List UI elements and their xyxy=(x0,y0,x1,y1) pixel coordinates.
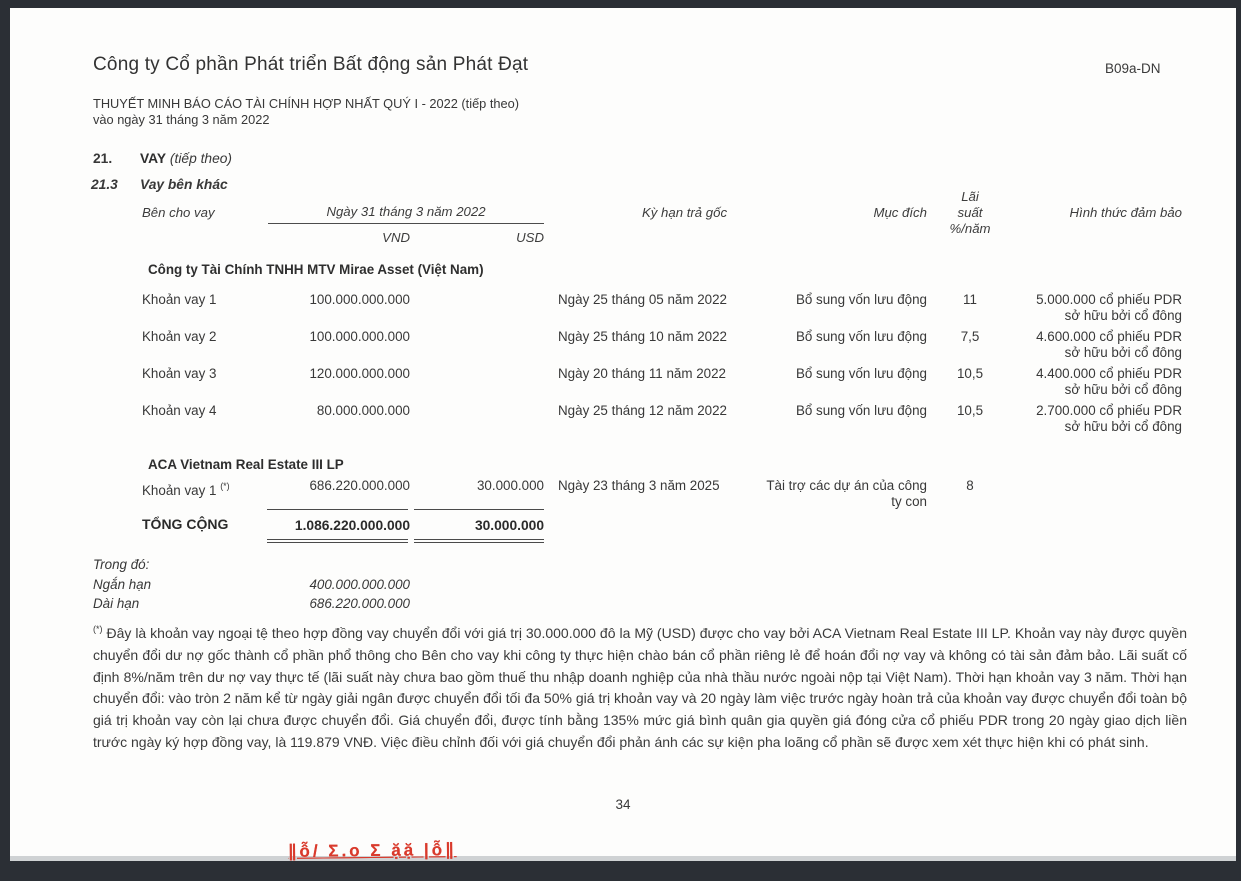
loan-collateral-line1: 2.700.000 cổ phiếu PDR xyxy=(1036,403,1182,418)
loan-label: Khoản vay 4 xyxy=(142,403,217,418)
loan-collateral xyxy=(1012,403,1182,435)
loan-purpose: Bổ sung vốn lưu động xyxy=(795,366,927,381)
loan-rate: 10,5 xyxy=(956,366,984,381)
section-title: VAY xyxy=(140,151,167,166)
document-page xyxy=(10,8,1236,861)
loan-rate: 11 xyxy=(963,292,977,307)
col-header-rate-line1: Lãi xyxy=(961,189,979,204)
loan-term: Ngày 25 tháng 12 năm 2022 xyxy=(558,403,727,418)
footnote-marker-ref: (*) xyxy=(220,481,230,491)
loan-purpose: Bổ sung vốn lưu động xyxy=(795,292,927,307)
loan-collateral xyxy=(1012,329,1182,361)
loan-term: Ngày 23 tháng 3 năm 2025 xyxy=(558,478,720,493)
loan-amount-usd: 30.000.000 xyxy=(476,478,544,493)
loan-purpose xyxy=(740,478,927,510)
loan-term: Ngày 25 tháng 05 năm 2022 xyxy=(558,292,727,307)
loan-purpose: Bổ sung vốn lưu động xyxy=(795,329,927,344)
long-term-amount: 686.220.000.000 xyxy=(309,596,410,611)
loan-collateral-line2: sở hữu bởi cổ đông xyxy=(1064,345,1182,360)
total-amount-vnd: 1.086.220.000.000 xyxy=(294,518,410,533)
loan-term: Ngày 20 tháng 11 năm 2022 xyxy=(558,366,727,381)
loan-purpose: Bổ sung vốn lưu động xyxy=(795,403,927,418)
total-label: TỔNG CỘNG xyxy=(142,516,229,532)
footnote-paragraph xyxy=(93,619,1187,754)
loan-label: Khoản vay 2 xyxy=(142,329,217,344)
short-term-amount: 400.000.000.000 xyxy=(309,577,410,592)
loan-collateral xyxy=(1012,366,1182,398)
form-code: B09a-DN xyxy=(1105,61,1161,76)
loan-collateral-line1: 5.000.000 cổ phiếu PDR xyxy=(1036,292,1182,307)
col-header-vnd: VND xyxy=(382,230,410,245)
total-rule-bottom-vnd xyxy=(267,539,408,543)
loan-collateral-line2: sở hữu bởi cổ đông xyxy=(1064,419,1182,434)
loan-collateral-line1: 4.600.000 cổ phiếu PDR xyxy=(1036,329,1182,344)
total-amount-usd: 30.000.000 xyxy=(474,518,544,533)
subsection-number: 21.3 xyxy=(91,177,118,192)
company-name: Công ty Cổ phần Phát triển Bất động sản Phát Đạt xyxy=(93,54,529,75)
col-header-purpose: Mục đích xyxy=(873,205,927,220)
footnote-text: Đây là khoản vay ngoại tệ theo hợp đồng vay chuyển đổi với giá trị 30.000.000 đô la Mỹ (USD) được cho vay bởi ACA Vietnam Real Estate III LP. Khoản vay này được quyền chuyển đổi dư nợ gốc thành cổ phần phổ thông cho Bên cho vay khi công ty thực hiện chào bán cổ phần riêng lẻ để hoán đổi nợ vay và không có tài sản đảm bảo. Lãi suất cố định 8%/năm trên dư nợ vay thực tế (lãi suất này chưa bao gồm thuế thu nhập doanh nghiệp của nhà thầu nước ngoài nộp tại Việt Nam). Thời hạn khoản vay 3 năm. Thời hạn chuyển đổi: vào tròn 2 năm kể từ ngày giải ngân được chuyển đổi tối đa 50% giá trị khoản vay và 20 ngày làm việc trước ngày hoàn trả của khoản vay được chuyển đổi toàn bộ giá trị khoản vay còn lại chưa được chuyển đổi. Giá chuyển đổi, được tính bằng 135% mức giá bình quân gia quyền giá đóng cửa cổ phiếu PDR trong 20 ngày giao dịch liền trước ngày ký hợp đồng vay, là 119.879 VNĐ. Việc điều chỉnh đối với giá chuyển đổi phản ánh các sự kiện pha loãng cổ phần sẽ được xem xét thực hiện khi có phát sinh. xyxy=(93,625,1188,750)
report-date-line: vào ngày 31 tháng 3 năm 2022 xyxy=(93,112,270,127)
section-suffix: (tiếp theo) xyxy=(166,151,233,166)
col-header-rate-line3: %/năm xyxy=(949,221,991,236)
loan-collateral-line1: 4.400.000 cổ phiếu PDR xyxy=(1036,366,1182,381)
loan-amount-vnd: 100.000.000.000 xyxy=(309,329,410,344)
breakdown-label: Trong đó: xyxy=(93,557,150,572)
red-stamp-artifact: ∥ỗ/ Ʃ.o Ʃ ặặ |ỗ∥ xyxy=(287,840,457,861)
col-header-lender: Bên cho vay xyxy=(142,205,215,220)
loan-label: Khoản vay 1 xyxy=(142,292,217,307)
short-term-label: Ngắn hạn xyxy=(93,577,152,592)
footnote-marker: (*) xyxy=(93,624,103,634)
lender-group-name: Công ty Tài Chính TNHH MTV Mirae Asset (Việt Nam) xyxy=(148,262,484,277)
loan-rate: 10,5 xyxy=(956,403,984,418)
subsection-heading xyxy=(91,177,228,192)
lender-group-name: ACA Vietnam Real Estate III LP xyxy=(148,457,344,472)
loan-purpose-line2: ty con xyxy=(891,494,927,509)
loan-term: Ngày 25 tháng 10 năm 2022 xyxy=(558,329,727,344)
col-header-rate-line2: suất xyxy=(957,205,983,220)
loan-purpose-line1: Tài trợ các dự án của công xyxy=(766,478,927,493)
section-heading xyxy=(93,151,232,166)
loan-label-text: Khoản vay 1 xyxy=(142,483,217,498)
loan-amount-vnd: 100.000.000.000 xyxy=(309,292,410,307)
loan-collateral-line2: sở hữu bởi cổ đông xyxy=(1064,382,1182,397)
total-rule-top-usd xyxy=(414,509,544,510)
section-number: 21. xyxy=(93,151,113,166)
col-header-usd: USD xyxy=(516,230,544,245)
subsection-title: Vay bên khác xyxy=(140,177,228,192)
loan-label: Khoản vay 3 xyxy=(142,366,217,381)
loan-amount-vnd: 120.000.000.000 xyxy=(309,366,410,381)
loan-collateral-line2: sở hữu bởi cổ đông xyxy=(1064,308,1182,323)
loan-rate: 7,5 xyxy=(960,329,980,344)
col-header-term: Kỳ hạn trả gốc xyxy=(642,205,728,220)
total-rule-top-vnd xyxy=(267,509,408,510)
report-subtitle: THUYẾT MINH BÁO CÁO TÀI CHÍNH HỢP NHẤT QUÝ I - 2022 (tiếp theo) xyxy=(93,96,520,111)
page-number: 34 xyxy=(615,797,631,812)
loan-collateral xyxy=(1012,292,1182,324)
long-term-label: Dài hạn xyxy=(93,596,140,611)
total-rule-bottom-usd xyxy=(414,539,544,543)
loan-amount-vnd: 686.220.000.000 xyxy=(309,478,410,493)
loan-rate: 8 xyxy=(966,478,974,493)
col-header-collateral: Hình thức đảm bảo xyxy=(1069,205,1182,220)
col-header-period: Ngày 31 tháng 3 năm 2022 xyxy=(268,204,544,224)
loan-amount-vnd: 80.000.000.000 xyxy=(316,403,410,418)
